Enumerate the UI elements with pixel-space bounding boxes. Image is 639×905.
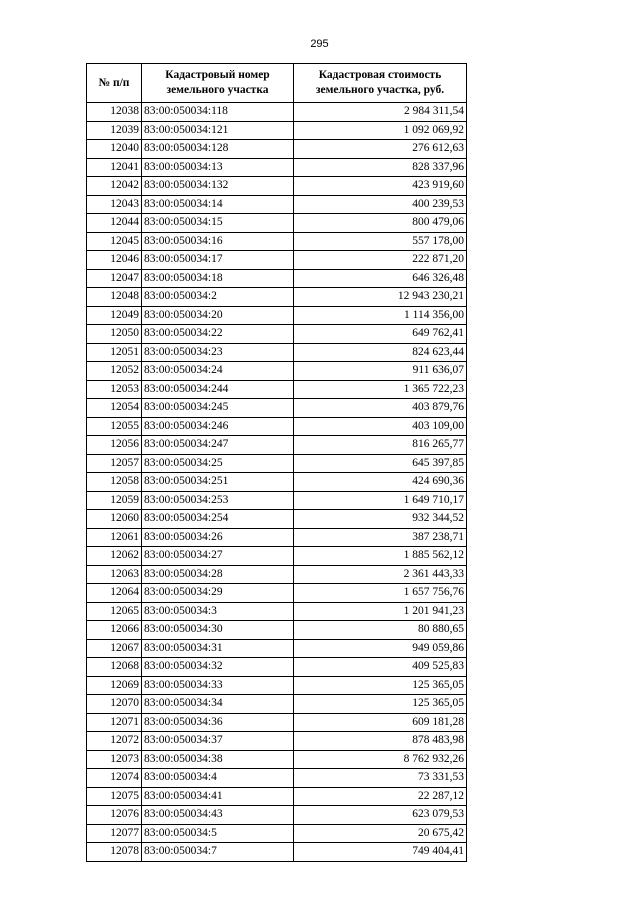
table-row xyxy=(87,121,467,140)
cadastral-value-cell: 911 636,07 xyxy=(294,362,467,381)
table-row xyxy=(87,343,467,362)
header-cadastral-value: Кадастровая стоимость земельного участка, руб. xyxy=(294,64,467,103)
cadastral-number-cell: 83:00:050034:244 xyxy=(142,380,294,399)
table-header-row xyxy=(87,64,467,103)
cadastral-value-cell: 1 114 356,00 xyxy=(294,306,467,325)
cadastral-number-cell: 83:00:050034:28 xyxy=(142,565,294,584)
table-row xyxy=(87,528,467,547)
cadastral-value-cell: 2 984 311,54 xyxy=(294,103,467,122)
table-row xyxy=(87,491,467,510)
table-row xyxy=(87,732,467,751)
cadastral-number-cell: 83:00:050034:38 xyxy=(142,750,294,769)
cadastral-number-cell: 83:00:050034:43 xyxy=(142,806,294,825)
row-number-cell: 12070 xyxy=(87,695,142,714)
cadastral-value-cell: 623 079,53 xyxy=(294,806,467,825)
table-row xyxy=(87,547,467,566)
row-number-cell: 12065 xyxy=(87,602,142,621)
cadastral-number-cell: 83:00:050034:253 xyxy=(142,491,294,510)
row-number-cell: 12046 xyxy=(87,251,142,270)
table-row xyxy=(87,621,467,640)
cadastral-value-cell: 824 623,44 xyxy=(294,343,467,362)
cadastral-number-cell: 83:00:050034:34 xyxy=(142,695,294,714)
cadastral-value-cell: 1 649 710,17 xyxy=(294,491,467,510)
cadastral-value-cell: 800 479,06 xyxy=(294,214,467,233)
row-number-cell: 12071 xyxy=(87,713,142,732)
cadastral-value-cell: 2 361 443,33 xyxy=(294,565,467,584)
cadastral-number-cell: 83:00:050034:20 xyxy=(142,306,294,325)
cadastral-number-cell: 83:00:050034:4 xyxy=(142,769,294,788)
table-row xyxy=(87,269,467,288)
cadastral-number-cell: 83:00:050034:3 xyxy=(142,602,294,621)
cadastral-value-cell: 749 404,41 xyxy=(294,843,467,862)
row-number-cell: 12077 xyxy=(87,824,142,843)
table-row xyxy=(87,362,467,381)
cadastral-number-cell: 83:00:050034:16 xyxy=(142,232,294,251)
row-number-cell: 12051 xyxy=(87,343,142,362)
cadastral-number-cell: 83:00:050034:132 xyxy=(142,177,294,196)
cadastral-number-cell: 83:00:050034:14 xyxy=(142,195,294,214)
cadastral-number-cell: 83:00:050034:251 xyxy=(142,473,294,492)
cadastral-number-cell: 83:00:050034:2 xyxy=(142,288,294,307)
table-row xyxy=(87,824,467,843)
table-row xyxy=(87,713,467,732)
table-row xyxy=(87,177,467,196)
cadastral-value-cell: 125 365,05 xyxy=(294,695,467,714)
row-number-cell: 12061 xyxy=(87,528,142,547)
row-number-cell: 12050 xyxy=(87,325,142,344)
cadastral-number-cell: 83:00:050034:17 xyxy=(142,251,294,270)
cadastral-number-cell: 83:00:050034:23 xyxy=(142,343,294,362)
table-row xyxy=(87,769,467,788)
cadastral-value-cell: 403 879,76 xyxy=(294,399,467,418)
cadastral-value-cell: 276 612,63 xyxy=(294,140,467,159)
table-row xyxy=(87,103,467,122)
cadastral-value-cell: 645 397,85 xyxy=(294,454,467,473)
table-row xyxy=(87,306,467,325)
cadastral-value-cell: 22 287,12 xyxy=(294,787,467,806)
cadastral-value-cell: 1 201 941,23 xyxy=(294,602,467,621)
table-row xyxy=(87,473,467,492)
cadastral-value-cell: 949 059,86 xyxy=(294,639,467,658)
table-row xyxy=(87,565,467,584)
row-number-cell: 12047 xyxy=(87,269,142,288)
cadastral-value-cell: 1 657 756,76 xyxy=(294,584,467,603)
cadastral-value-cell: 828 337,96 xyxy=(294,158,467,177)
table-row xyxy=(87,806,467,825)
table-row xyxy=(87,639,467,658)
cadastral-number-cell: 83:00:050034:13 xyxy=(142,158,294,177)
row-number-cell: 12058 xyxy=(87,473,142,492)
cadastral-number-cell: 83:00:050034:128 xyxy=(142,140,294,159)
table-row xyxy=(87,288,467,307)
table-row xyxy=(87,658,467,677)
header-row-number: № п/п xyxy=(87,64,142,103)
row-number-cell: 12045 xyxy=(87,232,142,251)
row-number-cell: 12063 xyxy=(87,565,142,584)
cadastral-value-cell: 816 265,77 xyxy=(294,436,467,455)
table-row xyxy=(87,676,467,695)
cadastral-number-cell: 83:00:050034:121 xyxy=(142,121,294,140)
cadastral-number-cell: 83:00:050034:26 xyxy=(142,528,294,547)
row-number-cell: 12053 xyxy=(87,380,142,399)
cadastral-number-cell: 83:00:050034:22 xyxy=(142,325,294,344)
table-row xyxy=(87,750,467,769)
cadastral-number-cell: 83:00:050034:31 xyxy=(142,639,294,658)
cadastral-value-cell: 878 483,98 xyxy=(294,732,467,751)
row-number-cell: 12052 xyxy=(87,362,142,381)
cadastral-number-cell: 83:00:050034:36 xyxy=(142,713,294,732)
cadastral-value-cell: 932 344,52 xyxy=(294,510,467,529)
cadastral-number-cell: 83:00:050034:7 xyxy=(142,843,294,862)
cadastral-number-cell: 83:00:050034:15 xyxy=(142,214,294,233)
table-row xyxy=(87,214,467,233)
row-number-cell: 12054 xyxy=(87,399,142,418)
table-row xyxy=(87,251,467,270)
cadastral-value-cell: 73 331,53 xyxy=(294,769,467,788)
row-number-cell: 12067 xyxy=(87,639,142,658)
cadastral-value-table xyxy=(86,63,467,862)
cadastral-number-cell: 83:00:050034:25 xyxy=(142,454,294,473)
cadastral-number-cell: 83:00:050034:32 xyxy=(142,658,294,677)
table-row xyxy=(87,158,467,177)
cadastral-value-cell: 222 871,20 xyxy=(294,251,467,270)
cadastral-number-cell: 83:00:050034:18 xyxy=(142,269,294,288)
row-number-cell: 12074 xyxy=(87,769,142,788)
cadastral-number-cell: 83:00:050034:37 xyxy=(142,732,294,751)
table-row xyxy=(87,584,467,603)
cadastral-number-cell: 83:00:050034:245 xyxy=(142,399,294,418)
row-number-cell: 12069 xyxy=(87,676,142,695)
cadastral-number-cell: 83:00:050034:118 xyxy=(142,103,294,122)
header-cadastral-number: Кадастровый номер земельного участка xyxy=(142,64,294,103)
row-number-cell: 12044 xyxy=(87,214,142,233)
row-number-cell: 12039 xyxy=(87,121,142,140)
row-number-cell: 12064 xyxy=(87,584,142,603)
cadastral-value-cell: 649 762,41 xyxy=(294,325,467,344)
row-number-cell: 12060 xyxy=(87,510,142,529)
row-number-cell: 12073 xyxy=(87,750,142,769)
cadastral-value-cell: 80 880,65 xyxy=(294,621,467,640)
row-number-cell: 12066 xyxy=(87,621,142,640)
row-number-cell: 12038 xyxy=(87,103,142,122)
cadastral-value-cell: 1 092 069,92 xyxy=(294,121,467,140)
cadastral-value-cell: 20 675,42 xyxy=(294,824,467,843)
row-number-cell: 12068 xyxy=(87,658,142,677)
row-number-cell: 12043 xyxy=(87,195,142,214)
cadastral-value-cell: 424 690,36 xyxy=(294,473,467,492)
row-number-cell: 12062 xyxy=(87,547,142,566)
table-row xyxy=(87,417,467,436)
table-row xyxy=(87,380,467,399)
cadastral-value-cell: 12 943 230,21 xyxy=(294,288,467,307)
row-number-cell: 12048 xyxy=(87,288,142,307)
cadastral-value-cell: 403 109,00 xyxy=(294,417,467,436)
row-number-cell: 12056 xyxy=(87,436,142,455)
cadastral-number-cell: 83:00:050034:27 xyxy=(142,547,294,566)
table-row xyxy=(87,510,467,529)
cadastral-number-cell: 83:00:050034:29 xyxy=(142,584,294,603)
cadastral-value-cell: 8 762 932,26 xyxy=(294,750,467,769)
cadastral-value-cell: 400 239,53 xyxy=(294,195,467,214)
row-number-cell: 12075 xyxy=(87,787,142,806)
row-number-cell: 12040 xyxy=(87,140,142,159)
table-row xyxy=(87,602,467,621)
table-row xyxy=(87,454,467,473)
table-row xyxy=(87,195,467,214)
cadastral-value-cell: 646 326,48 xyxy=(294,269,467,288)
table-row xyxy=(87,436,467,455)
row-number-cell: 12055 xyxy=(87,417,142,436)
table-row xyxy=(87,787,467,806)
cadastral-value-cell: 387 238,71 xyxy=(294,528,467,547)
table-body xyxy=(87,103,467,862)
row-number-cell: 12042 xyxy=(87,177,142,196)
cadastral-value-cell: 125 365,05 xyxy=(294,676,467,695)
table-row xyxy=(87,843,467,862)
cadastral-value-cell: 1 885 562,12 xyxy=(294,547,467,566)
cadastral-number-cell: 83:00:050034:254 xyxy=(142,510,294,529)
cadastral-value-cell: 423 919,60 xyxy=(294,177,467,196)
table-row xyxy=(87,232,467,251)
table-row xyxy=(87,140,467,159)
row-number-cell: 12076 xyxy=(87,806,142,825)
row-number-cell: 12072 xyxy=(87,732,142,751)
row-number-cell: 12059 xyxy=(87,491,142,510)
cadastral-number-cell: 83:00:050034:246 xyxy=(142,417,294,436)
row-number-cell: 12049 xyxy=(87,306,142,325)
cadastral-number-cell: 83:00:050034:247 xyxy=(142,436,294,455)
cadastral-number-cell: 83:00:050034:24 xyxy=(142,362,294,381)
table-row xyxy=(87,399,467,418)
cadastral-value-cell: 609 181,28 xyxy=(294,713,467,732)
cadastral-number-cell: 83:00:050034:5 xyxy=(142,824,294,843)
cadastral-number-cell: 83:00:050034:41 xyxy=(142,787,294,806)
page-number: 295 xyxy=(310,38,329,50)
table-row xyxy=(87,695,467,714)
cadastral-number-cell: 83:00:050034:33 xyxy=(142,676,294,695)
cadastral-value-cell: 1 365 722,23 xyxy=(294,380,467,399)
row-number-cell: 12078 xyxy=(87,843,142,862)
cadastral-value-cell: 409 525,83 xyxy=(294,658,467,677)
cadastral-number-cell: 83:00:050034:30 xyxy=(142,621,294,640)
cadastral-value-cell: 557 178,00 xyxy=(294,232,467,251)
row-number-cell: 12041 xyxy=(87,158,142,177)
table-row xyxy=(87,325,467,344)
row-number-cell: 12057 xyxy=(87,454,142,473)
